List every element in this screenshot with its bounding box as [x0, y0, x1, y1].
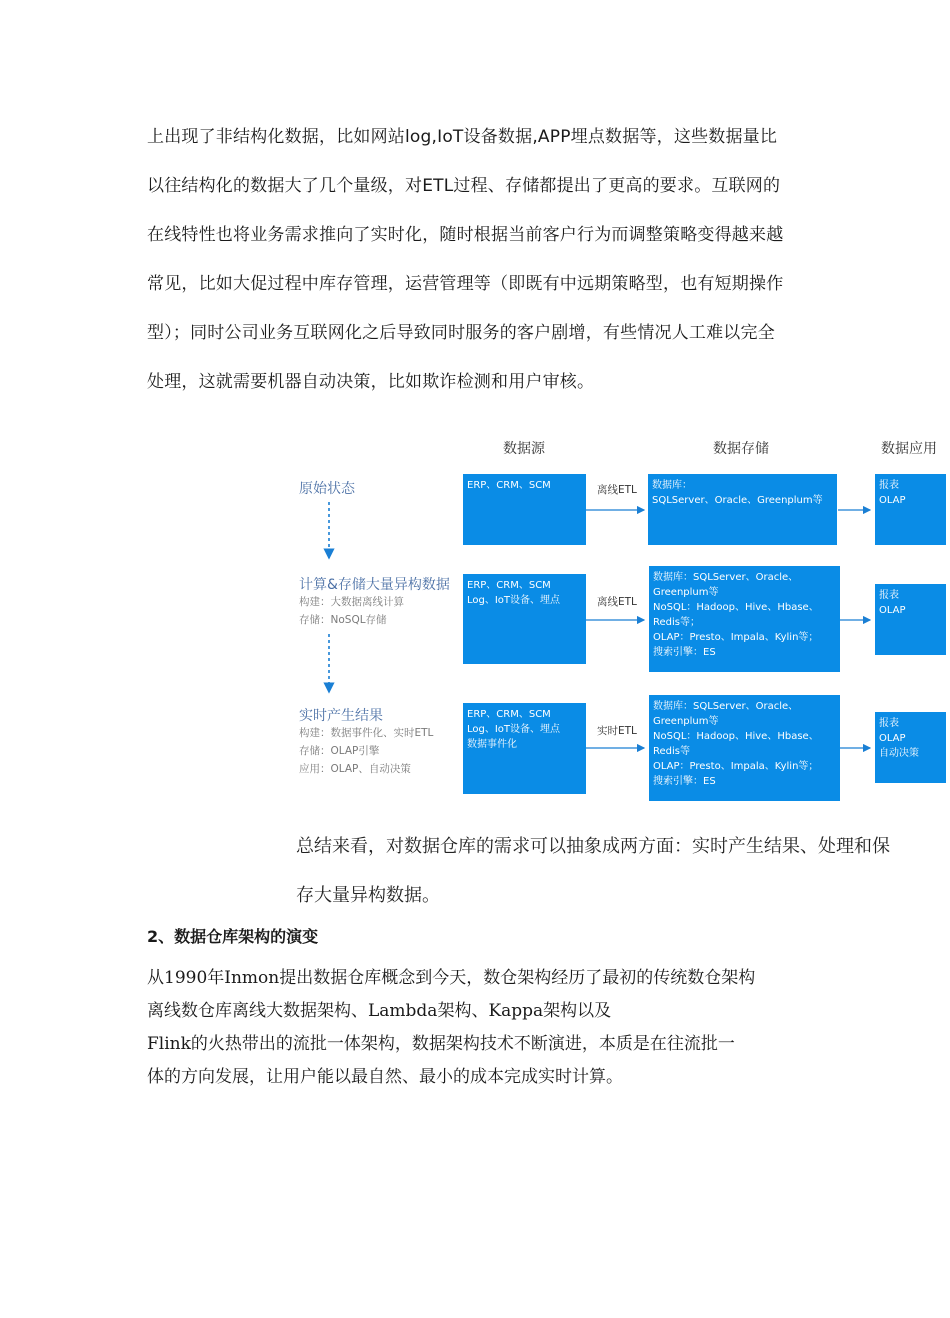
box-line: OLAP：Presto、Impala、Kylin等； — [653, 761, 819, 772]
box-line: OLAP：Presto、Impala、Kylin等； — [653, 632, 819, 643]
stage-title: 计算&存储大量异构数据 — [299, 577, 450, 593]
box-line: NoSQL：Hadoop、Hive、Hbase、 — [653, 731, 819, 742]
box-line: Redis等； — [653, 617, 700, 628]
app-box — [875, 474, 946, 545]
box-line: Greenplum等 — [653, 587, 719, 598]
intro-line: 在线特性也将业务需求推向了实时化，随时根据当前客户行为而调整策略变得越来越 — [147, 225, 784, 245]
intro-line: 以往结构化的数据大了几个量级，对ETL过程、存储都提出了更高的要求。互联网的 — [147, 176, 781, 196]
source-box — [463, 574, 586, 664]
box-line: OLAP — [879, 605, 906, 616]
column-header-source: 数据源 — [503, 441, 545, 457]
summary-line: 存大量异构数据。 — [296, 885, 440, 906]
etl-label: 离线ETL — [597, 596, 637, 608]
section-heading: 2、数据仓库架构的演变 — [147, 927, 319, 946]
box-line: 数据库：SQLServer、Oracle、 — [653, 572, 799, 583]
summary-line: 总结来看，对数据仓库的需求可以抽象成两方面：实时产生结果、处理和保 — [296, 836, 890, 857]
box-line: 数据事件化 — [467, 739, 517, 750]
box-line: Redis等 — [653, 746, 690, 757]
intro-paragraph — [147, 120, 812, 414]
storage-box — [648, 474, 837, 545]
box-line: 数据库：SQLServer、Oracle、 — [653, 701, 799, 712]
box-line: OLAP — [879, 495, 906, 506]
source-box — [463, 703, 586, 794]
etl-label: 离线ETL — [597, 484, 637, 496]
box-line: Log、IoT设备、埋点 — [467, 724, 561, 735]
box-line: NoSQL：Hadoop、Hive、Hbase、 — [653, 602, 819, 613]
intro-line: 型）；同时公司业务互联网化之后导致同时服务的客户剧增，有些情况人工难以完全 — [147, 323, 775, 343]
box-line: 报表 — [879, 718, 899, 729]
source-box — [463, 474, 586, 545]
box-line: 报表 — [879, 590, 899, 601]
box-line: 自动决策 — [879, 748, 919, 759]
stage-subtitle: 应用：OLAP、自动决策 — [299, 763, 411, 775]
box-line: ERP、CRM、SCM — [467, 580, 551, 591]
box-line: Log、IoT设备、埋点 — [467, 595, 561, 606]
box-line: 搜索引擎：ES — [653, 647, 716, 658]
box-line: ERP、CRM、SCM — [467, 480, 551, 491]
stage-title: 原始状态 — [299, 481, 355, 497]
body-paragraph — [147, 962, 827, 1094]
body-line: Flink的火热带出的流批一体架构，数据架构技术不断演进，本质是在往流批一 — [147, 1034, 735, 1054]
stage-subtitle: 构建：大数据离线计算 — [299, 596, 404, 608]
stage-subtitle: 存储：NoSQL存储 — [299, 614, 387, 626]
body-line: 体的方向发展，让用户能以最自然、最小的成本完成实时计算。 — [147, 1067, 623, 1087]
stage-subtitle: 构建：数据事件化、实时ETL — [299, 727, 434, 739]
column-header-app: 数据应用 — [881, 441, 937, 457]
stage-title: 实时产生结果 — [299, 708, 383, 724]
box-line: 报表 — [879, 480, 899, 491]
body-line: 离线数仓库离线大数据架构、Lambda架构、Kappa架构以及 — [147, 1001, 612, 1021]
column-header-storage: 数据存储 — [713, 441, 769, 457]
etl-label: 实时ETL — [597, 725, 637, 737]
box-line: SQLServer、Oracle、Greenplum等 — [652, 495, 823, 506]
box-line: OLAP — [879, 733, 906, 744]
app-box — [875, 584, 946, 655]
storage-box — [649, 695, 840, 801]
stage-subtitle: 存储：OLAP引擎 — [299, 745, 380, 757]
intro-line: 处理，这就需要机器自动决策，比如欺诈检测和用户审核。 — [147, 372, 595, 392]
box-line: Greenplum等 — [653, 716, 719, 727]
box-line: 数据库： — [652, 480, 692, 491]
body-line: 从1990年Inmon提出数据仓库概念到今天，数仓架构经历了最初的传统数仓架构 — [147, 968, 756, 988]
diagram-summary — [296, 830, 936, 928]
storage-box — [649, 566, 840, 672]
box-line: ERP、CRM、SCM — [467, 709, 551, 720]
intro-line: 上出现了非结构化数据，比如网站log,IoT设备数据,APP埋点数据等，这些数据量比 — [147, 127, 778, 147]
box-line: 搜索引擎：ES — [653, 776, 716, 787]
app-box — [875, 712, 946, 783]
intro-line: 常见，比如大促过程中库存管理，运营管理等（即既有中远期策略型，也有短期操作 — [147, 274, 784, 294]
